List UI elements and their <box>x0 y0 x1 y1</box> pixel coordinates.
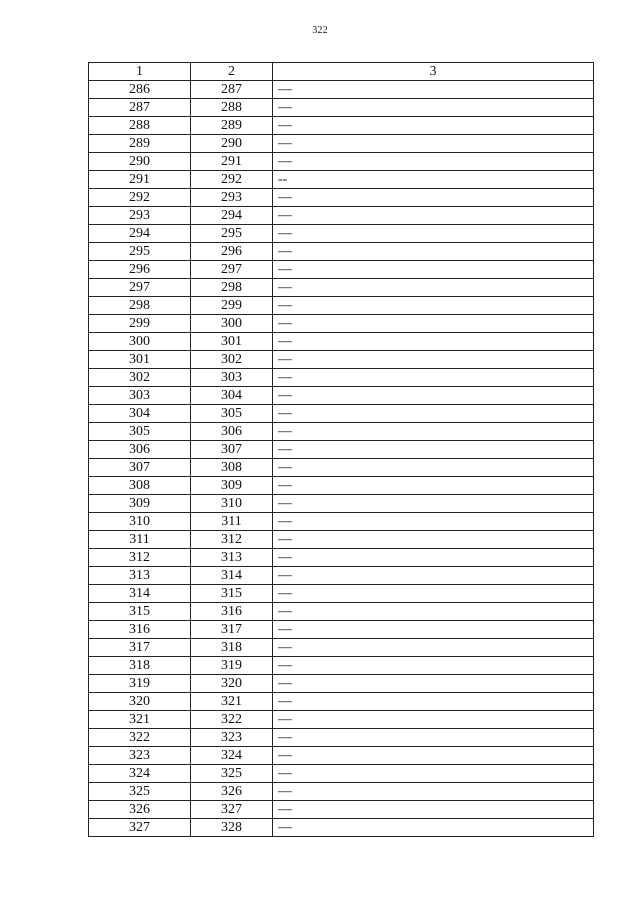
table-cell-col-1: 292 <box>89 189 191 207</box>
table-cell-col-3: — <box>273 729 594 747</box>
table-cell-col-2: 316 <box>191 603 273 621</box>
table-cell-col-1: 304 <box>89 405 191 423</box>
table-cell-col-2: 301 <box>191 333 273 351</box>
table-cell-col-3: — <box>273 495 594 513</box>
table-row <box>89 153 594 171</box>
table-cell-col-2: 310 <box>191 495 273 513</box>
table-cell-col-2: 290 <box>191 135 273 153</box>
table-row <box>89 243 594 261</box>
table-cell-col-2: 297 <box>191 261 273 279</box>
table-cell-col-3: — <box>273 549 594 567</box>
table-cell-col-1: 323 <box>89 747 191 765</box>
table-cell-col-3: — <box>273 711 594 729</box>
table-row <box>89 657 594 675</box>
table-row <box>89 459 594 477</box>
table-cell-col-1: 311 <box>89 531 191 549</box>
table-row <box>89 531 594 549</box>
table-cell-col-1: 320 <box>89 693 191 711</box>
table-row <box>89 81 594 99</box>
table-cell-col-3: — <box>273 333 594 351</box>
table-cell-col-1: 291 <box>89 171 191 189</box>
table-cell-col-3: — <box>273 261 594 279</box>
table-row <box>89 783 594 801</box>
table-header <box>89 63 594 81</box>
table-cell-col-3: — <box>273 783 594 801</box>
table-row <box>89 135 594 153</box>
table-row <box>89 279 594 297</box>
table-cell-col-3: — <box>273 567 594 585</box>
table-cell-col-1: 306 <box>89 441 191 459</box>
table-cell-col-3: — <box>273 315 594 333</box>
table-row <box>89 207 594 225</box>
table-row <box>89 351 594 369</box>
table-cell-col-3: — <box>273 99 594 117</box>
concordance-table <box>88 62 594 837</box>
table-row <box>89 801 594 819</box>
table-cell-col-2: 314 <box>191 567 273 585</box>
table-cell-col-2: 326 <box>191 783 273 801</box>
table-cell-col-3: -- <box>273 171 594 189</box>
table-cell-col-2: 305 <box>191 405 273 423</box>
table-cell-col-2: 304 <box>191 387 273 405</box>
table-cell-col-3: — <box>273 117 594 135</box>
table-cell-col-1: 322 <box>89 729 191 747</box>
table-cell-col-3: — <box>273 675 594 693</box>
table-cell-col-1: 313 <box>89 567 191 585</box>
table-cell-col-3: — <box>273 639 594 657</box>
table-cell-col-2: 313 <box>191 549 273 567</box>
table-cell-col-1: 302 <box>89 369 191 387</box>
table-row <box>89 315 594 333</box>
table-cell-col-1: 294 <box>89 225 191 243</box>
table-cell-col-1: 319 <box>89 675 191 693</box>
table-cell-col-3: — <box>273 531 594 549</box>
table-row <box>89 765 594 783</box>
table-row <box>89 747 594 765</box>
table-cell-col-2: 318 <box>191 639 273 657</box>
table-row <box>89 549 594 567</box>
table-cell-col-3: — <box>273 387 594 405</box>
table-cell-col-3: — <box>273 189 594 207</box>
table-cell-col-2: 293 <box>191 189 273 207</box>
table-cell-col-3: — <box>273 441 594 459</box>
table-row <box>89 261 594 279</box>
table-row <box>89 423 594 441</box>
table-row <box>89 819 594 837</box>
table-cell-col-2: 302 <box>191 351 273 369</box>
table-row <box>89 297 594 315</box>
column-header-1: 1 <box>89 63 191 81</box>
table-cell-col-2: 294 <box>191 207 273 225</box>
header-row <box>89 63 594 81</box>
table-cell-col-1: 295 <box>89 243 191 261</box>
table-row <box>89 585 594 603</box>
table-row <box>89 225 594 243</box>
table-cell-col-2: 309 <box>191 477 273 495</box>
table-cell-col-2: 324 <box>191 747 273 765</box>
table-row <box>89 171 594 189</box>
table-cell-col-1: 290 <box>89 153 191 171</box>
table-cell-col-3: — <box>273 81 594 99</box>
table-cell-col-2: 295 <box>191 225 273 243</box>
table-cell-col-1: 307 <box>89 459 191 477</box>
table-cell-col-1: 286 <box>89 81 191 99</box>
table-cell-col-1: 326 <box>89 801 191 819</box>
table-cell-col-1: 325 <box>89 783 191 801</box>
table-cell-col-1: 287 <box>89 99 191 117</box>
table-cell-col-3: — <box>273 135 594 153</box>
table-cell-col-2: 298 <box>191 279 273 297</box>
page-number: 322 <box>312 25 328 36</box>
table-cell-col-2: 306 <box>191 423 273 441</box>
table-cell-col-2: 321 <box>191 693 273 711</box>
table-cell-col-1: 310 <box>89 513 191 531</box>
table-cell-col-3: — <box>273 603 594 621</box>
table-cell-col-3: — <box>273 297 594 315</box>
table-cell-col-3: — <box>273 747 594 765</box>
table-row <box>89 693 594 711</box>
column-header-3: 3 <box>273 63 594 81</box>
table-cell-col-3: — <box>273 513 594 531</box>
table-row <box>89 477 594 495</box>
table-cell-col-2: 319 <box>191 657 273 675</box>
table-cell-col-1: 299 <box>89 315 191 333</box>
table-cell-col-2: 312 <box>191 531 273 549</box>
table-cell-col-2: 288 <box>191 99 273 117</box>
table-cell-col-1: 297 <box>89 279 191 297</box>
table-cell-col-3: — <box>273 459 594 477</box>
table-cell-col-1: 327 <box>89 819 191 837</box>
table-cell-col-2: 317 <box>191 621 273 639</box>
table-row <box>89 603 594 621</box>
table-cell-col-3: — <box>273 585 594 603</box>
table-cell-col-3: — <box>273 243 594 261</box>
table-cell-col-3: — <box>273 207 594 225</box>
table-cell-col-3: — <box>273 423 594 441</box>
table-cell-col-1: 301 <box>89 351 191 369</box>
table-cell-col-2: 327 <box>191 801 273 819</box>
table-cell-col-1: 314 <box>89 585 191 603</box>
table-cell-col-3: — <box>273 369 594 387</box>
table-cell-col-3: — <box>273 801 594 819</box>
table-cell-col-1: 308 <box>89 477 191 495</box>
table-cell-col-1: 296 <box>89 261 191 279</box>
table-row <box>89 441 594 459</box>
column-header-2: 2 <box>191 63 273 81</box>
table-row <box>89 117 594 135</box>
table-cell-col-3: — <box>273 225 594 243</box>
table-row <box>89 675 594 693</box>
table-cell-col-1: 316 <box>89 621 191 639</box>
table-cell-col-2: 308 <box>191 459 273 477</box>
table-cell-col-1: 324 <box>89 765 191 783</box>
table-cell-col-1: 305 <box>89 423 191 441</box>
table-cell-col-3: — <box>273 351 594 369</box>
table-cell-col-2: 300 <box>191 315 273 333</box>
table-cell-col-2: 307 <box>191 441 273 459</box>
table-cell-col-1: 309 <box>89 495 191 513</box>
table-cell-col-1: 312 <box>89 549 191 567</box>
table-cell-col-3: — <box>273 765 594 783</box>
table-cell-col-1: 298 <box>89 297 191 315</box>
table-cell-col-1: 315 <box>89 603 191 621</box>
table-cell-col-1: 321 <box>89 711 191 729</box>
table-cell-col-3: — <box>273 477 594 495</box>
table-cell-col-2: 323 <box>191 729 273 747</box>
table-cell-col-2: 296 <box>191 243 273 261</box>
table-cell-col-2: 303 <box>191 369 273 387</box>
table-cell-col-2: 325 <box>191 765 273 783</box>
table-cell-col-1: 303 <box>89 387 191 405</box>
table-body <box>89 81 594 837</box>
table-cell-col-1: 289 <box>89 135 191 153</box>
table-cell-col-3: — <box>273 657 594 675</box>
table-cell-col-2: 291 <box>191 153 273 171</box>
table-cell-col-1: 288 <box>89 117 191 135</box>
table-row <box>89 621 594 639</box>
table-row <box>89 513 594 531</box>
table-cell-col-2: 299 <box>191 297 273 315</box>
table-cell-col-2: 292 <box>191 171 273 189</box>
table-row <box>89 189 594 207</box>
table-cell-col-1: 300 <box>89 333 191 351</box>
table-cell-col-3: — <box>273 153 594 171</box>
table-cell-col-2: 315 <box>191 585 273 603</box>
table-row <box>89 495 594 513</box>
table-cell-col-3: — <box>273 405 594 423</box>
table-row <box>89 729 594 747</box>
table-cell-col-3: — <box>273 621 594 639</box>
table-cell-col-3: — <box>273 693 594 711</box>
table-row <box>89 639 594 657</box>
table-row <box>89 387 594 405</box>
table-cell-col-2: 320 <box>191 675 273 693</box>
table-row <box>89 369 594 387</box>
table-cell-col-3: — <box>273 819 594 837</box>
table-cell-col-3: — <box>273 279 594 297</box>
table-cell-col-2: 322 <box>191 711 273 729</box>
table-cell-col-1: 318 <box>89 657 191 675</box>
table-cell-col-2: 287 <box>191 81 273 99</box>
table-row <box>89 333 594 351</box>
table-cell-col-2: 328 <box>191 819 273 837</box>
table-row <box>89 567 594 585</box>
table-row <box>89 405 594 423</box>
table-cell-col-1: 293 <box>89 207 191 225</box>
table-cell-col-1: 317 <box>89 639 191 657</box>
table-cell-col-2: 289 <box>191 117 273 135</box>
table-cell-col-2: 311 <box>191 513 273 531</box>
table-row <box>89 99 594 117</box>
table-row <box>89 711 594 729</box>
